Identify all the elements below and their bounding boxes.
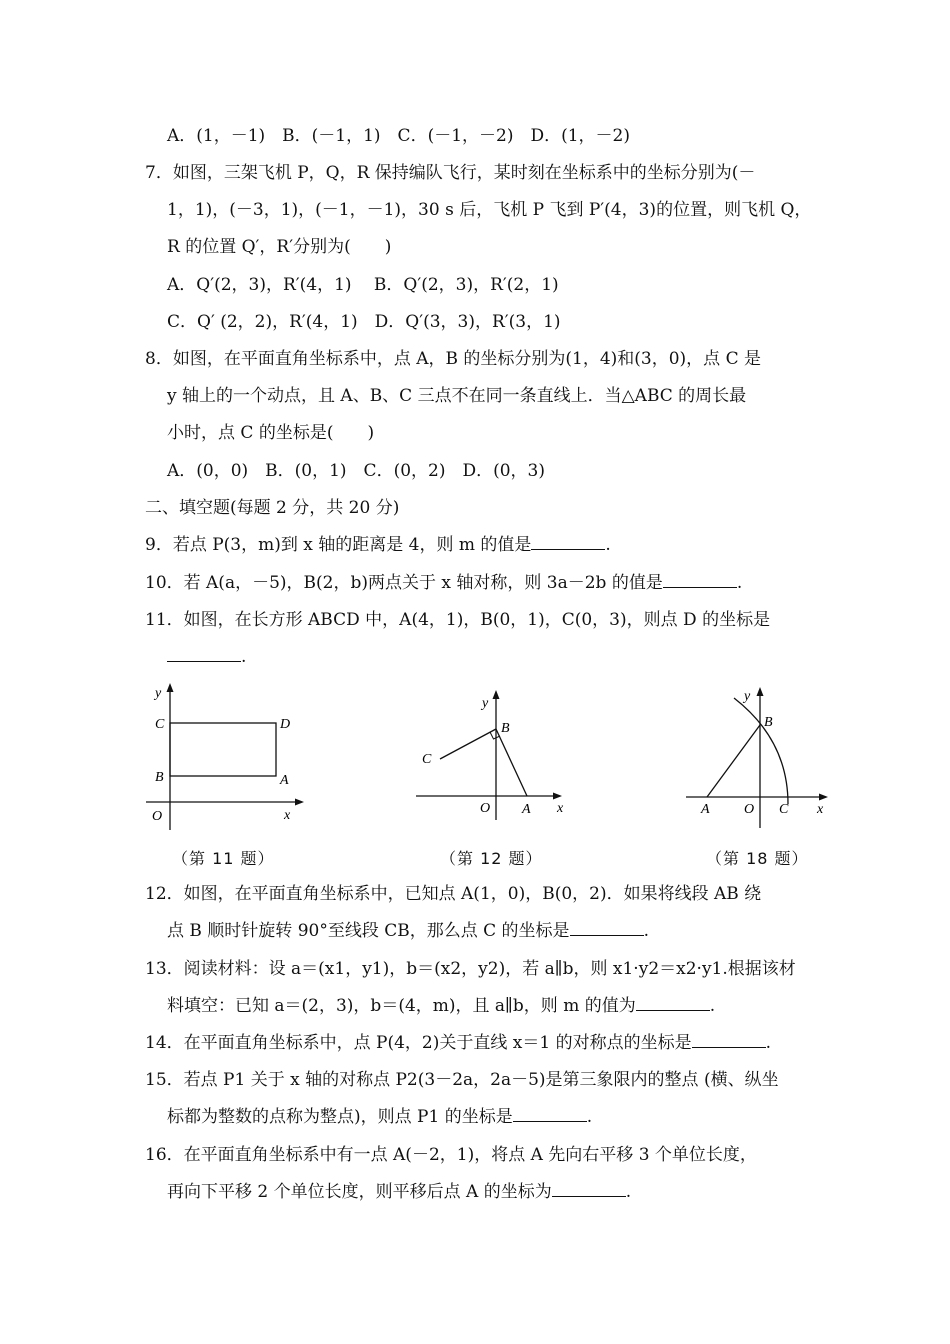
q12-line2: 点 B 顺时针旋转 90°至线段 CB，那么点 C 的坐标是 .	[167, 921, 649, 941]
q13-line1: 13．阅读材料：设 a＝(x1，y1)，b＝(x2，y2)，若 a∥b，则 x1·y2＝x2·y1.根据该材	[145, 959, 796, 979]
q8-line1: 8．如图，在平面直角坐标系中，点 A，B 的坐标分别为(1，4)和(3，0)，点 C 是	[145, 349, 761, 369]
q14: 14．在平面直角坐标系中，点 P(4，2)关于直线 x＝1 的对称点的坐标是 .	[145, 1033, 771, 1053]
q10-text: 10．若 A(a，－5)，B(2，b)两点关于 x 轴对称，则 3a－2b 的值是	[145, 573, 663, 593]
label-o: O	[744, 802, 755, 817]
answer-blank[interactable]	[552, 1180, 626, 1197]
label-b: B	[501, 721, 510, 736]
label-a: A	[701, 802, 710, 817]
y-arrow	[493, 690, 500, 699]
label-x: x	[284, 808, 291, 823]
x-arrow	[553, 793, 562, 800]
answer-blank[interactable]	[692, 1031, 766, 1048]
q9: 9．若点 P(3，m)到 x 轴的距离是 4，则 m 的值是 .	[145, 535, 611, 555]
y-arrow	[757, 687, 764, 696]
q12-text: 点 B 顺时针旋转 90°至线段 CB，那么点 C 的坐标是	[167, 921, 570, 941]
label-c: C	[155, 717, 165, 732]
label-b: B	[764, 715, 773, 730]
label-o: O	[480, 801, 491, 816]
label-y: y	[482, 696, 489, 711]
q16-text: 再向下平移 2 个单位长度，则平移后点 A 的坐标为	[167, 1182, 552, 1202]
label-d: D	[280, 717, 291, 732]
q15-line2: 标都为整数的点称为整点)，则点 P1 的坐标是 .	[167, 1107, 593, 1127]
label-x: x	[817, 802, 824, 817]
figure-12	[410, 685, 575, 825]
q11-line1: 11．如图，在长方形 ABCD 中，A(4，1)，B(0，1)，C(0，3)，则点 D 的坐标是	[145, 610, 771, 630]
label-y: y	[155, 686, 162, 701]
q7-options-ab: A．Q′(2，3)，R′(4，1) B．Q′(2，3)，R′(2，1)	[167, 275, 559, 295]
label-a: A	[522, 802, 531, 817]
q7-line1: 7．如图，三架飞机 P，Q，R 保持编队飞行，某时刻在坐标系中的坐标分别为(－	[145, 163, 756, 183]
y-arrow	[167, 683, 174, 692]
q7-line3: R 的位置 Q′，R′分别为( )	[167, 237, 392, 257]
caption-fig12: （第 12 题）	[440, 849, 543, 868]
answer-blank[interactable]	[513, 1105, 587, 1122]
figure-18	[680, 682, 840, 832]
q12-line1: 12．如图，在平面直角坐标系中，已知点 A(1，0)，B(0，2)．如果将线段 AB 绕	[145, 884, 762, 904]
q16-line1: 16．在平面直角坐标系中有一点 A(－2，1)，将点 A 先向右平移 3 个单位长度，	[145, 1145, 757, 1165]
q8-options: A．(0，0) B．(0，1) C．(0，2) D．(0，3)	[167, 461, 545, 481]
q9-text: 9．若点 P(3，m)到 x 轴的距离是 4，则 m 的值是	[145, 535, 532, 555]
label-y: y	[744, 689, 751, 704]
answer-blank[interactable]	[663, 571, 737, 588]
section-fill-in-title: 二、填空题(每题 2 分，共 20 分)	[145, 498, 400, 518]
label-c: C	[422, 752, 432, 767]
rectangle-abcd	[170, 723, 276, 776]
figure-11	[140, 680, 310, 835]
answer-blank[interactable]	[570, 919, 644, 936]
segment-ab	[707, 725, 760, 797]
q8-line2: y 轴上的一个动点，且 A、B、C 三点不在同一条直线上．当△ABC 的周长最	[167, 386, 747, 406]
q6-options: A．(1，－1) B．(－1，1) C．(－1，－2) D．(1，－2)	[167, 126, 630, 146]
answer-blank[interactable]	[167, 645, 241, 662]
x-arrow	[819, 794, 828, 801]
x-arrow	[295, 799, 304, 806]
label-c: C	[779, 802, 789, 817]
arc	[734, 698, 788, 804]
answer-blank[interactable]	[531, 533, 605, 550]
label-o: O	[152, 809, 163, 824]
caption-fig18: （第 18 题）	[706, 849, 809, 868]
q11-line2: .	[167, 645, 246, 669]
segment-ab	[496, 729, 527, 796]
q7-line2: 1，1)，(－3，1)，(－1，－1)，30 s 后，飞机 P 飞到 P′(4，3)的位置，则飞机 Q，	[167, 200, 812, 220]
q13-line2: 料填空：已知 a＝(2，3)，b＝(4，m)，且 a∥b，则 m 的值为 .	[167, 996, 716, 1016]
q15-text: 标都为整数的点称为整点)，则点 P1 的坐标是	[167, 1107, 513, 1127]
answer-blank[interactable]	[636, 994, 710, 1011]
q14-text: 14．在平面直角坐标系中，点 P(4，2)关于直线 x＝1 的对称点的坐标是	[145, 1033, 692, 1053]
caption-fig11: （第 11 题）	[172, 849, 275, 868]
label-b: B	[155, 770, 164, 785]
q13-text: 料填空：已知 a＝(2，3)，b＝(4，m)，且 a∥b，则 m 的值为	[167, 996, 636, 1016]
segment-cb	[440, 729, 496, 759]
label-x: x	[557, 801, 564, 816]
label-a: A	[280, 773, 289, 788]
q8-line3: 小时，点 C 的坐标是( )	[167, 423, 375, 443]
q7-options-cd: C．Q′ (2，2)，R′(4，1) D．Q′(3，3)，R′(3，1)	[167, 312, 561, 332]
q15-line1: 15．若点 P1 关于 x 轴的对称点 P2(3－2a，2a－5)是第三象限内的整点 (横、纵坐	[145, 1070, 779, 1090]
q10: 10．若 A(a，－5)，B(2，b)两点关于 x 轴对称，则 3a－2b 的值是 .	[145, 573, 743, 593]
q16-line2: 再向下平移 2 个单位长度，则平移后点 A 的坐标为 .	[167, 1182, 632, 1202]
